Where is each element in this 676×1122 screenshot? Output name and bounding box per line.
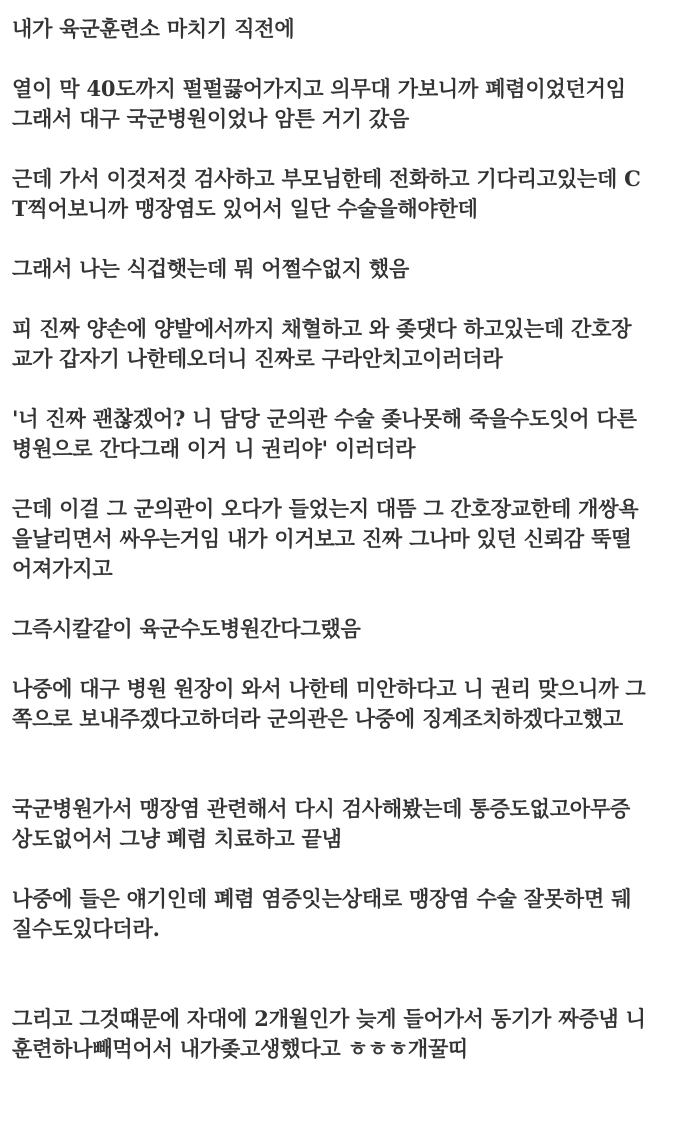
post-line: 교가 갑자기 나한테오더니 진짜로 구라안치고이러더라 <box>12 346 503 371</box>
post-paragraph <box>12 314 666 374</box>
post-line: 그래서 대구 국군병원이었나 암튼 거기 갔음 <box>12 106 410 131</box>
post-line: 병원으로 간다그래 이거 니 권리야' 이러더라 <box>12 436 416 461</box>
post-line: 그래서 나는 식겁햇는데 뭐 어쩔수없지 했음 <box>12 256 410 281</box>
post-paragraph <box>12 404 666 464</box>
post-line: T찍어보니까 맹장염도 있어서 일단 수술을해야한데 <box>12 196 478 221</box>
post-paragraph <box>12 1004 666 1064</box>
post-line: 상도없어서 그냥 폐렴 치료하고 끝냄 <box>12 826 342 851</box>
post-line: 을날리면서 싸우는거임 내가 이거보고 진짜 그나마 있던 신뢰감 뚝떨 <box>12 526 632 551</box>
post-line: 내가 육군훈련소 마치기 직전에 <box>12 16 295 41</box>
post-paragraph <box>12 674 666 734</box>
post-line: 나중에 들은 얘기인데 폐렴 염증잇는상태로 맹장염 수술 잘못하면 뒈 <box>12 886 632 911</box>
post-line: 열이 막 40도까지 펄펄끓어가지고 의무대 가보니까 폐렴이었던거임 <box>12 76 626 101</box>
post-line: 훈련하나빼먹어서 내가좆고생했다고 ㅎㅎㅎ개꿀띠 <box>12 1036 469 1061</box>
post-line: 국군병원가서 맹장염 관련해서 다시 검사해봤는데 통증도없고아무증 <box>12 796 631 821</box>
post-paragraph <box>12 494 666 584</box>
post-line: 근데 이걸 그 군의관이 오다가 들었는지 대뜸 그 간호장교한테 개쌍욕 <box>12 496 639 521</box>
post-line: 질수도있다더라. <box>12 916 160 941</box>
post-paragraph <box>12 254 666 284</box>
post-line: '너 진짜 괜찮겠어? 니 담당 군의관 수술 좆나못해 죽을수도잇어 다른 <box>12 406 637 431</box>
post-paragraph <box>12 74 666 134</box>
post-paragraph <box>12 884 666 944</box>
post-paragraph <box>12 794 666 854</box>
post-line: 어져가지고 <box>12 556 113 581</box>
post-paragraph <box>12 614 666 644</box>
post-line: 그리고 그것떄문에 자대에 2개월인가 늦게 들어가서 동기가 짜증냄 니 <box>12 1006 646 1031</box>
post-line: 그즉시칼같이 육군수도병원간다그랬음 <box>12 616 361 641</box>
post-line: 피 진짜 양손에 양발에서까지 채혈하고 와 좆댓다 하고있는데 간호장 <box>12 316 632 341</box>
post-line: 쪽으로 보내주겠다고하더라 군의관은 나중에 징계조치하겠다고했고 <box>12 706 623 731</box>
post-paragraph <box>12 164 666 224</box>
post-line: 나중에 대구 병원 원장이 와서 나한테 미안하다고 니 권리 맞으니까 그 <box>12 676 646 701</box>
post-paragraph <box>12 14 666 44</box>
post-line: 근데 가서 이것저것 검사하고 부모님한테 전화하고 기다리고있는데 C <box>12 166 641 191</box>
